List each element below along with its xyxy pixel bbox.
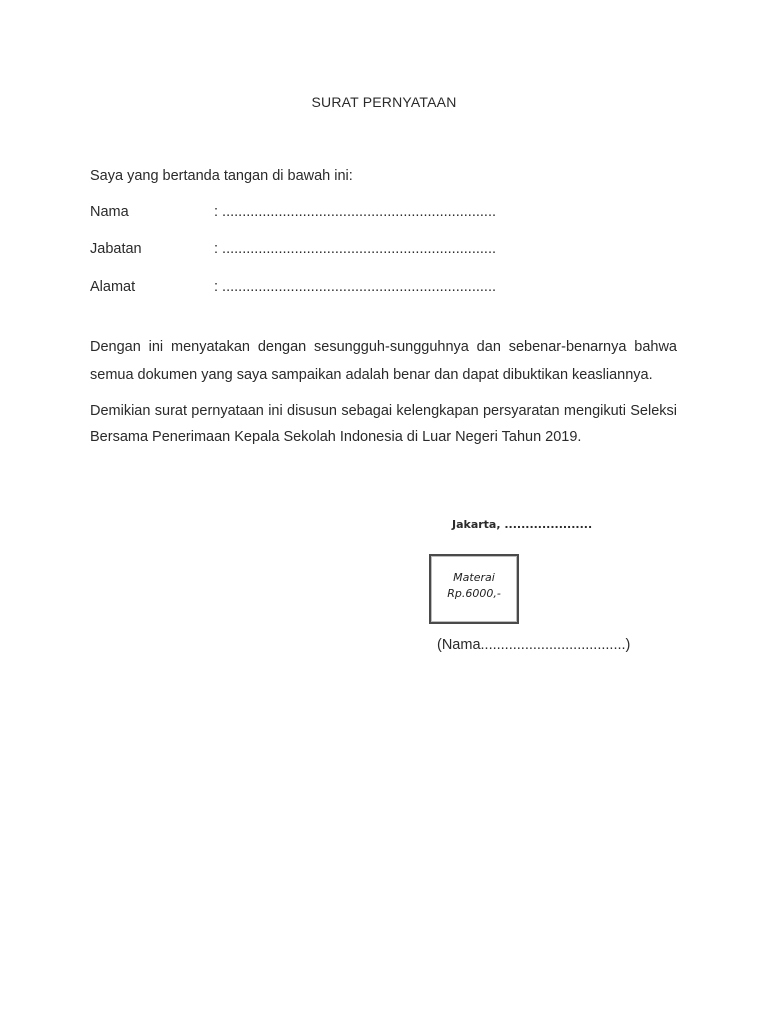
- field-value: : ....................................................................: [214, 204, 496, 220]
- field-label: Nama: [90, 204, 129, 220]
- materai-amount: Rp.6000,-: [447, 587, 501, 600]
- field-label: Jabatan: [90, 241, 142, 257]
- field-nama: [90, 204, 690, 224]
- materai-label: Materai: [453, 571, 495, 584]
- intro-text: Saya yang bertanda tangan di bawah ini:: [90, 168, 353, 184]
- document-title: SURAT PERNYATAAN: [311, 94, 457, 110]
- city-date: Jakarta, .....................: [452, 518, 593, 531]
- materai-stamp-box: [429, 554, 519, 624]
- field-label: Alamat: [90, 279, 136, 295]
- closing-paragraph: Demikian surat pernyataan ini disusun sebagai kelengkapan persyaratan mengikuti Seleksi Bersama Penerimaan Kepala Sekolah Indonesia di Luar Negeri Tahun 2019.: [90, 403, 677, 445]
- signer-name: (Nama....................................): [437, 637, 631, 653]
- field-value: : ....................................................................: [214, 241, 496, 257]
- field-alamat: [90, 279, 690, 299]
- field-value: : ....................................................................: [214, 279, 496, 295]
- field-jabatan: [90, 241, 690, 261]
- statement-paragraph: Dengan ini menyatakan dengan sesungguh-sungguhnya dan sebenar-benarnya bahwa semua dokumen yang saya sampaikan adalah benar dan dapat dibuktikan keasliannya.: [90, 339, 677, 383]
